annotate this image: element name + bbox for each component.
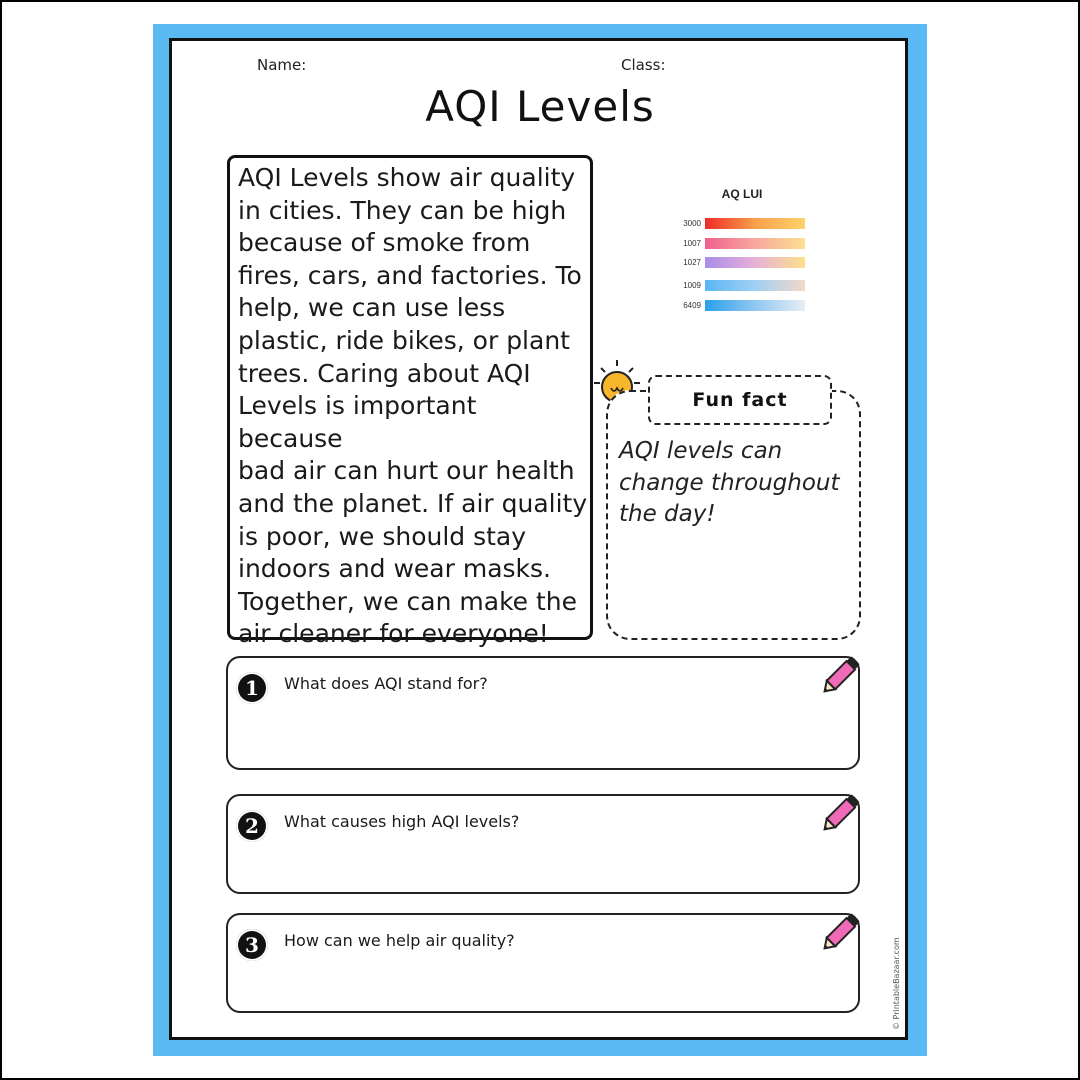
pencil-icon xyxy=(818,905,868,955)
reading-line: fires, cars, and factories. To xyxy=(238,260,582,290)
question-number-badge: 1 xyxy=(236,672,268,704)
aqi-chart-image xyxy=(645,158,845,358)
reading-line: plastic, ride bikes, or plant xyxy=(238,325,570,355)
reading-line: air cleaner for everyone! xyxy=(238,619,549,649)
question-box-2[interactable] xyxy=(226,794,860,894)
question-number-badge: 2 xyxy=(236,810,268,842)
question-box-3[interactable] xyxy=(226,913,860,1013)
reading-line: indoors and wear masks. xyxy=(238,554,552,584)
fun-fact-line: change throughout xyxy=(619,469,840,496)
reading-line: because of smoke from xyxy=(238,228,531,258)
aqi-row-label: 6409 xyxy=(683,301,701,310)
pencil-icon xyxy=(818,648,868,698)
footer-credit: © PrintableBazaar.com xyxy=(892,937,901,1030)
page-title: AQI Levels xyxy=(425,82,655,131)
reading-passage xyxy=(238,162,588,651)
reading-line: Together, we can make the xyxy=(238,586,578,616)
question-text: What causes high AQI levels? xyxy=(284,812,520,831)
pencil-icon xyxy=(818,786,868,836)
aqi-color-bar xyxy=(705,218,805,229)
reading-line: Levels is important because xyxy=(238,391,477,453)
question-box-1[interactable] xyxy=(226,656,860,770)
fun-fact-line: AQI levels can xyxy=(619,438,783,464)
aqi-row-label: 3000 xyxy=(683,219,701,228)
aqi-color-bar xyxy=(705,280,805,291)
fun-fact-heading: Fun fact xyxy=(648,375,832,425)
aqi-row-label: 1027 xyxy=(683,258,701,267)
question-text: What does AQI stand for? xyxy=(284,674,488,693)
name-label: Name: xyxy=(257,56,307,74)
reading-line: bad air can hurt our health xyxy=(238,456,575,486)
fun-fact-line: the day! xyxy=(619,501,716,527)
reading-line: trees. Caring about AQI xyxy=(238,358,531,388)
question-text: How can we help air quality? xyxy=(284,931,515,950)
class-label: Class: xyxy=(621,56,666,74)
fun-fact-text xyxy=(619,436,854,531)
aqi-color-bar xyxy=(705,300,805,311)
aqi-row-label: 1009 xyxy=(683,281,701,290)
aqi-color-bar xyxy=(705,238,805,249)
reading-line: in cities. They can be high xyxy=(238,195,567,225)
reading-line: AQI Levels show air quality xyxy=(238,163,576,192)
reading-line: is poor, we should stay xyxy=(238,521,527,551)
question-number-badge: 3 xyxy=(236,929,268,961)
reading-line: help, we can use less xyxy=(238,293,506,323)
reading-line: and the planet. If air quality xyxy=(238,488,588,518)
aqi-color-bar xyxy=(705,257,805,268)
aqi-chart-title: AQ LUI xyxy=(721,187,763,201)
aqi-row-label: 1007 xyxy=(683,239,701,248)
